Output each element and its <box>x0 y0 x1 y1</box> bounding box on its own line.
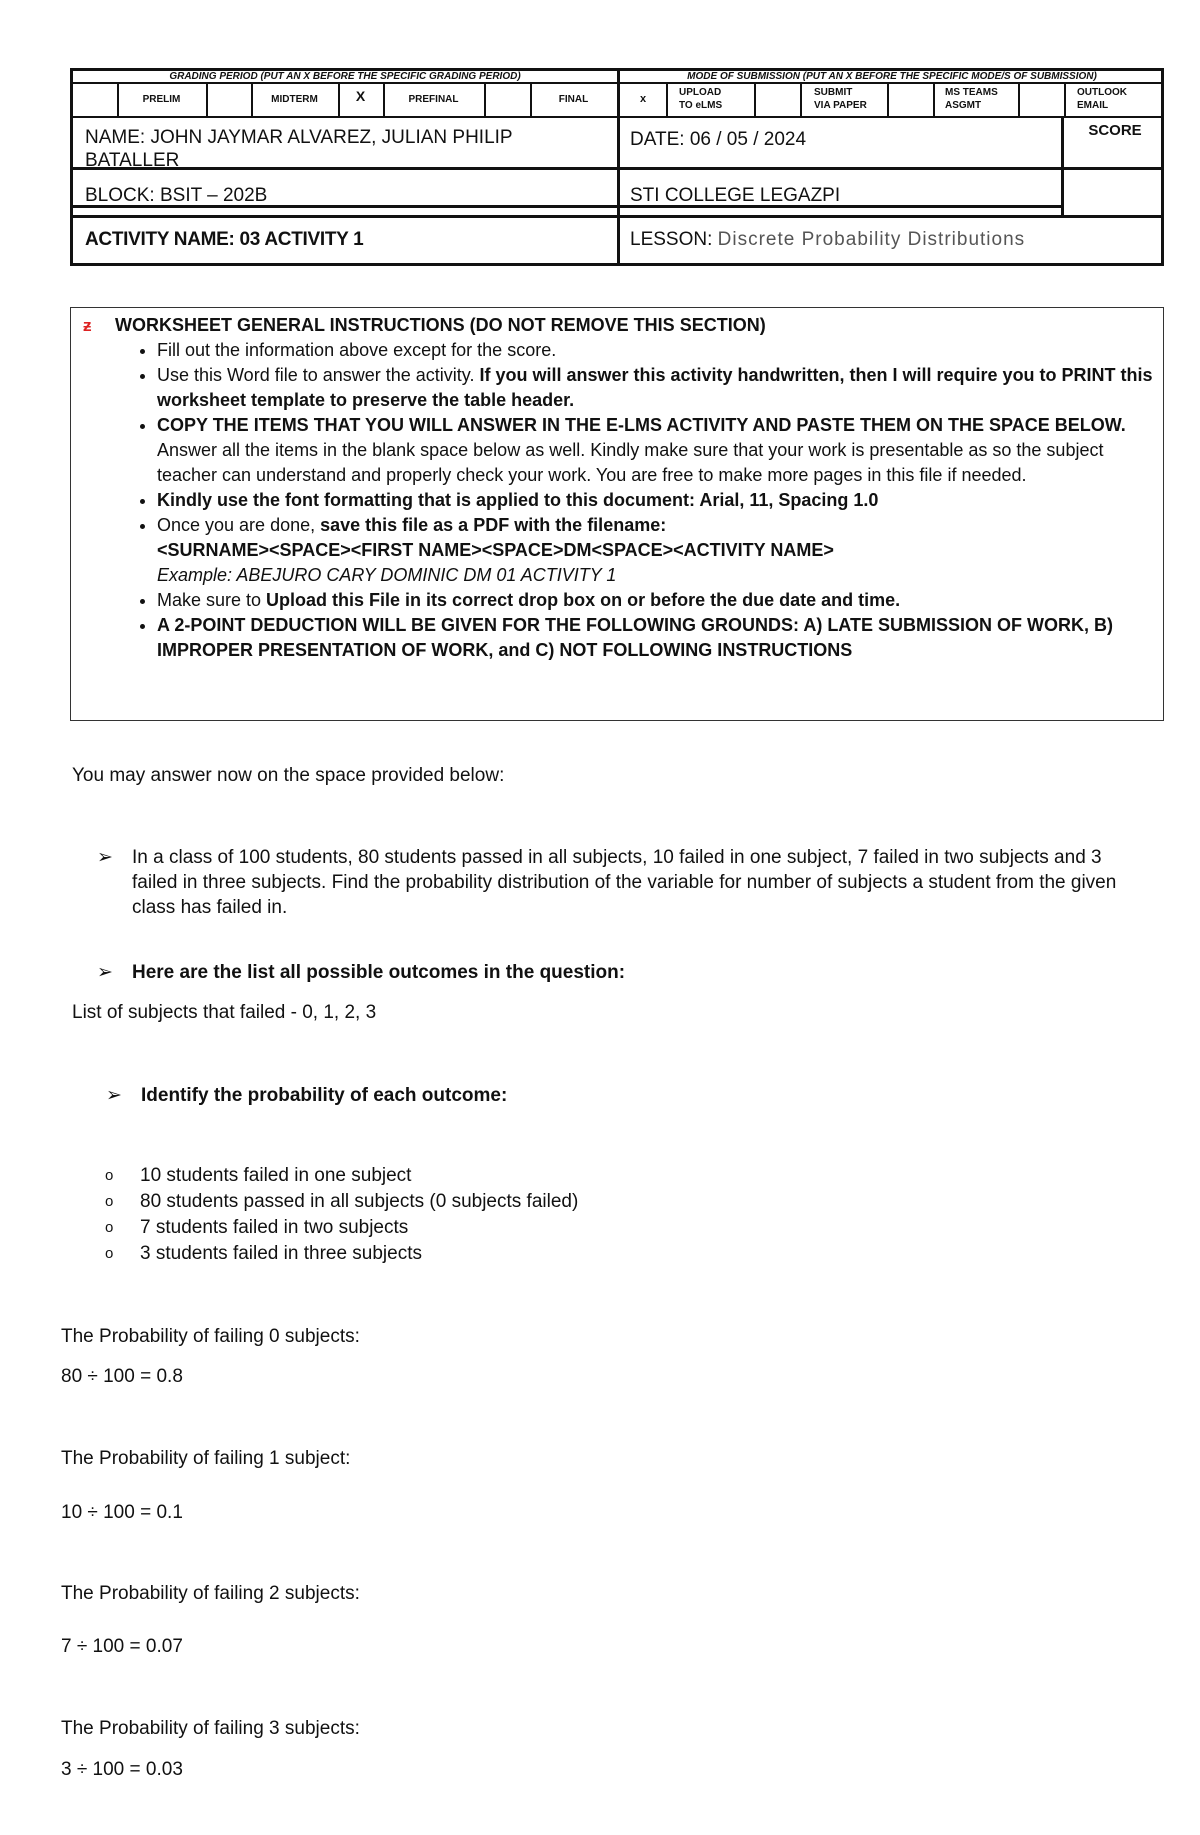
instruction-item: • Make sure to Upload this File in its correct drop box on or before the due date and time. <box>157 588 1157 613</box>
activity-name: ACTIVITY NAME: 03 ACTIVITY 1 <box>85 229 364 250</box>
probability-3-label: The Probability of failing 3 subjects: <box>61 1718 360 1739</box>
grading-period-title: GRADING PERIOD (PUT AN X BEFORE THE SPECIFIC GRADING PERIOD) <box>169 71 521 82</box>
mode-upload: UPLOAD TO eLMS <box>679 87 723 111</box>
circle-bullet-icon: o <box>105 1219 114 1236</box>
mode-outlook: OUTLOOK EMAIL <box>1077 87 1127 111</box>
instructions-list <box>115 338 1157 663</box>
probability-3-calc: 3 ÷ 100 = 0.03 <box>61 1759 183 1780</box>
lesson-value: Discrete Probability Distributions <box>717 229 1026 250</box>
instructions-heading: WORKSHEET GENERAL INSTRUCTIONS (DO NOT REMOVE THIS SECTION) <box>115 315 766 335</box>
outcomes-list: List of subjects that failed - 0, 1, 2, 3 <box>72 1002 377 1023</box>
identify-heading-item <box>106 1083 1146 1108</box>
worksheet-instructions <box>70 307 1164 721</box>
filename-format: <SURNAME><SPACE><FIRST NAME><SPACE>DM<SPACE><ACTIVITY NAME> <box>157 540 834 560</box>
list-item: o 3 students failed in three subjects <box>105 1241 578 1267</box>
worksheet-header-table <box>70 68 1164 266</box>
probability-1-label: The Probability of failing 1 subject: <box>61 1448 351 1469</box>
period-final: FINAL <box>558 94 589 105</box>
probability-2-label: The Probability of failing 2 subjects: <box>61 1583 360 1604</box>
question-text: In a class of 100 students, 80 students passed in all subjects, 10 failed in one subject, 7 failed in two subjects and 3 failed in three subjects. Find the probability distribution of the variable for number of subjects a student from the given class has failed in. <box>132 847 1117 918</box>
arrow-bullet-icon: ➢ <box>106 1085 122 1106</box>
probability-0-label: The Probability of failing 0 subjects: <box>61 1326 360 1347</box>
outcomes-heading: Here are the list all possible outcomes in the question: <box>132 962 626 983</box>
instruction-item: • Fill out the information above except for the score. <box>157 338 1157 363</box>
mode-paper: SUBMIT VIA PAPER <box>814 87 867 111</box>
probability-2-calc: 7 ÷ 100 = 0.07 <box>61 1636 183 1657</box>
arrow-bullet-icon: ➢ <box>97 847 113 868</box>
student-name: NAME: JOHN JAYMAR ALVAREZ, JULIAN PHILIP BATALLER <box>85 127 513 171</box>
mode-upload-mark: x <box>639 93 647 105</box>
probability-1-calc: 10 ÷ 100 = 0.1 <box>61 1502 183 1523</box>
period-midterm-mark: X <box>355 88 366 104</box>
identify-heading: Identify the probability of each outcome: <box>141 1085 508 1106</box>
facts-list <box>105 1163 578 1267</box>
score-label: SCORE <box>1088 122 1142 139</box>
list-item: o 7 students failed in two subjects <box>105 1215 578 1241</box>
student-block: BLOCK: BSIT – 202B <box>85 185 268 206</box>
mode-ms-teams: MS TEAMS ASGMT <box>945 87 998 111</box>
lesson-label: LESSON: <box>630 229 713 250</box>
filename-example: Example: ABEJURO CARY DOMINIC DM 01 ACTIVITY 1 <box>157 565 617 585</box>
submission-date: DATE: 06 / 05 / 2024 <box>630 129 807 150</box>
lesson <box>630 228 1160 251</box>
probability-0-calc: 80 ÷ 100 = 0.8 <box>61 1366 183 1387</box>
answer-intro: You may answer now on the space provided below: <box>72 765 505 786</box>
school-name: STI COLLEGE LEGAZPI <box>630 185 841 206</box>
mode-of-submission-title: MODE OF SUBMISSION (PUT AN X BEFORE THE SPECIFIC MODE/S OF SUBMISSION) <box>687 71 1097 82</box>
instruction-item: • A 2-POINT DEDUCTION WILL BE GIVEN FOR THE FOLLOWING GROUNDS: A) LATE SUBMISSION OF WORK, B) IMPROPER PRESENTATION OF WORK, and C) NOT FOLLOWING INSTRUCTIONS <box>157 613 1157 663</box>
period-midterm: MIDTERM <box>271 94 318 105</box>
circle-bullet-icon: o <box>105 1167 114 1184</box>
circle-bullet-icon: o <box>105 1193 114 1210</box>
arrow-bullet-icon: ➢ <box>97 962 113 983</box>
instruction-item: • Kindly use the font formatting that is applied to this document: Arial, 11, Spacing 1.0 <box>157 488 1157 513</box>
circle-bullet-icon: o <box>105 1245 114 1262</box>
list-item: o 80 students passed in all subjects (0 subjects failed) <box>105 1189 578 1215</box>
instruction-item: • Once you are done, save this file as a PDF with the filename: <SURNAME><SPACE><FIRST NAME><SPACE>DM<SPACE><ACTIVITY NAME> Example: ABEJURO CARY DOMINIC DM 01 ACTIVITY 1 <box>157 513 1157 588</box>
instruction-item: • Use this Word file to answer the activity. If you will answer this activity handwritten, then I will require you to PRINT this worksheet template to preserve the table header. <box>157 363 1157 413</box>
question-item <box>97 845 1137 920</box>
period-prelim: PRELIM <box>142 94 181 105</box>
list-item: o 10 students failed in one subject <box>105 1163 578 1189</box>
instruction-item: • COPY THE ITEMS THAT YOU WILL ANSWER IN THE E-LMS ACTIVITY AND PASTE THEM ON THE SPACE BELOW. Answer all the items in the blank space below as well. Kindly make sure that your work is presentable as so the subject teacher can understand and properly check your work. You are free to make more pages in this file if needed. <box>157 413 1157 488</box>
warning-icon: ƶ <box>83 316 92 335</box>
outcomes-heading-item <box>97 960 1137 985</box>
period-prefinal: PREFINAL <box>408 94 459 105</box>
